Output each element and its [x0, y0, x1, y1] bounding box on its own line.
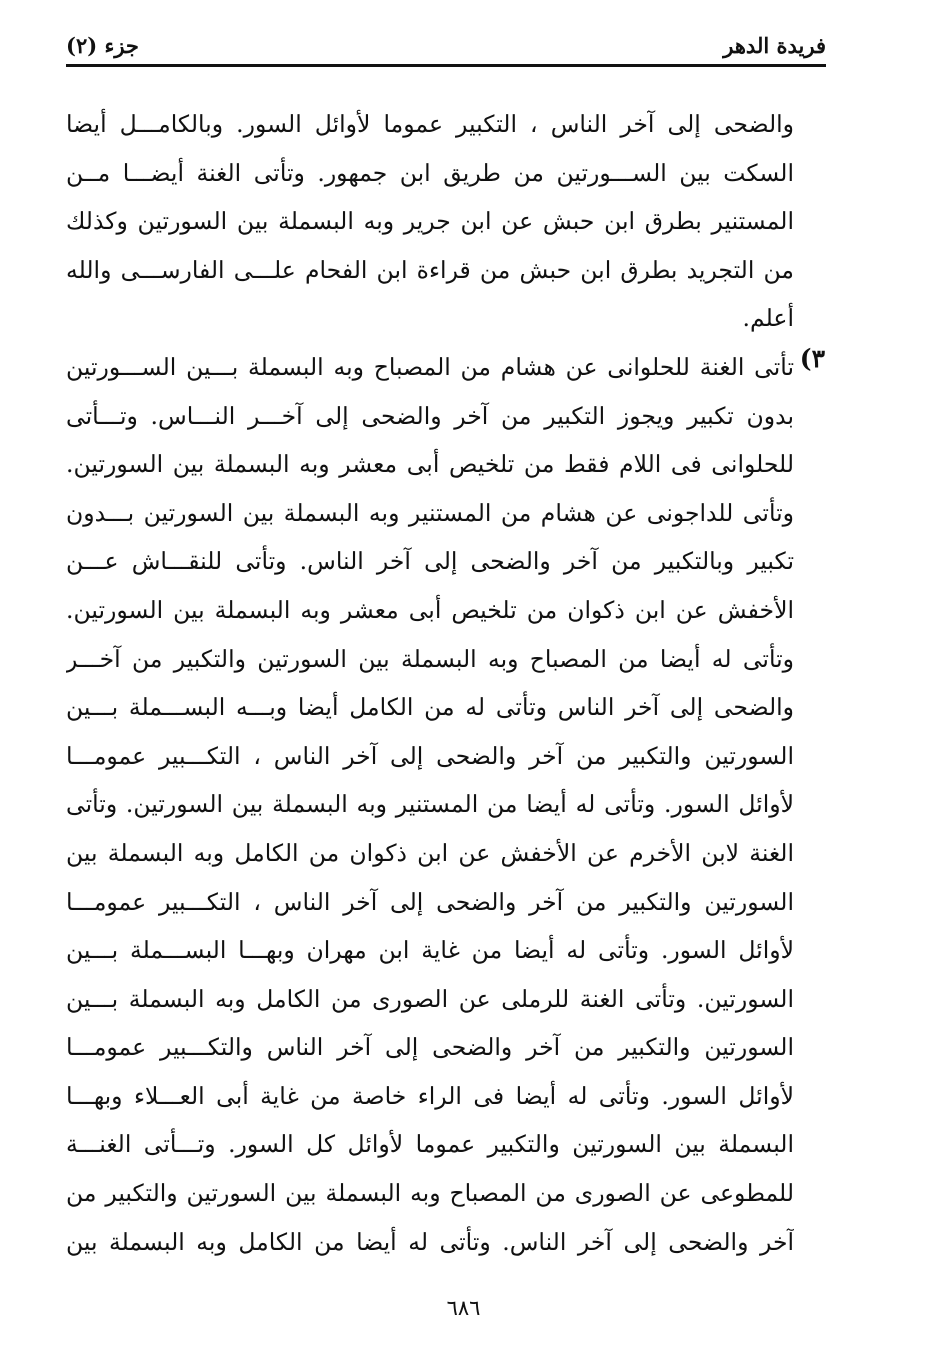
- text-line: السورتين والتكبير من آخر والضحى إلى آخر الناس ، التكـــبير عمومـــا: [66, 741, 794, 770]
- text-line: الغنة لابن الأخرم عن الأخفش عن ابن ذكوان من الكامل وبه البسملة بين: [66, 838, 794, 867]
- item-number: ٣): [799, 344, 825, 373]
- text-line: بدون تكبير ويجوز التكبير من آخر والضحى إلى آخـــر النـــاس. وتـــأتى: [66, 401, 794, 430]
- text-line: الأخفش عن ابن ذكوان من تلخيص أبى معشر وبه البسملة بين السورتين.: [66, 595, 794, 624]
- text-line: المستنير بطرق ابن حبش عن ابن جرير وبه البسملة بين السورتين وكذلك: [66, 207, 794, 236]
- body-text: [66, 100, 794, 1266]
- text-line: للمطوعى عن الصورى من المصباح وبه البسملة بين السورتين والتكبير من: [66, 1179, 794, 1208]
- text-line: وتأتى للداجونى عن هشام من المستنير وبه البسملة بين السورتين بـــدون: [66, 498, 794, 527]
- text-line: للحلوانى فى اللام فقط من تلخيص أبى معشر وبه البسملة بين السورتين.: [66, 450, 794, 479]
- text-line: لأوائل السور. وتأتى له أيضا من المستنير وبه البسملة بين السورتين. وتأتى: [66, 790, 794, 819]
- header-rule: [66, 64, 826, 67]
- text-line: السورتين. وتأتى الغنة للرملى عن الصورى من الكامل وبه البسملة بـــين: [66, 984, 794, 1013]
- text-line: لأوائل السور. وتأتى له أيضا فى الراء خاصة من غاية أبى العـــلاء وبهـــا: [66, 1081, 794, 1110]
- text-line: السورتين والتكبير من آخر والضحى إلى آخر الناس والتكـــبير عمومـــا: [66, 1033, 794, 1062]
- text-line: وتأتى له أيضا من المصباح وبه البسملة بين السورتين والتكبير من آخـــر: [66, 644, 794, 673]
- text-line: والضحى إلى آخر الناس وتأتى له من الكامل أيضا وبـــه البســـملة بـــين: [66, 693, 794, 722]
- text-line: والضحى إلى آخر الناس ، التكبير عموما لأوائل السور. وبالكامـــل أيضا: [66, 110, 794, 138]
- text-line: من التجريد بطرق ابن حبش من قراءة ابن الفحام علـــى الفارســـى والله: [66, 255, 794, 284]
- page-number: ٦٨٦: [446, 1296, 481, 1320]
- text-line: أعلم.: [742, 304, 794, 333]
- text-line: لأوائل السور. وتأتى له أيضا من غاية ابن مهران وبهـــا البســـملة بـــين: [66, 936, 794, 965]
- part-label: جزء (٢): [66, 33, 139, 58]
- text-line: السكت بين الســـورتين من طريق ابن جمهور. وتأتى الغنة أيضـــا مــن: [66, 158, 794, 187]
- running-header: [66, 26, 826, 58]
- text-line: تكبير وبالتكبير من آخر والضحى إلى آخر الناس. وتأتى للنقـــاش عـــن: [66, 547, 794, 576]
- text-line: تأتى الغنة للحلوانى عن هشام من المصباح وبه البسملة بـــين الســـورتين: [66, 352, 794, 381]
- book-title: فريدة الدهر: [723, 33, 826, 58]
- text-line: آخر والضحى إلى آخر الناس. وتأتى له أيضا من الكامل وبه البسملة بين: [66, 1227, 794, 1256]
- text-line: البسملة بين السورتين والتكبير عموما لأوائل كل السور. وتـــأتى الغنـــة: [66, 1130, 794, 1159]
- text-line: السورتين والتكبير من آخر والضحى إلى آخر الناس ، التكـــبير عمومـــا: [66, 887, 794, 916]
